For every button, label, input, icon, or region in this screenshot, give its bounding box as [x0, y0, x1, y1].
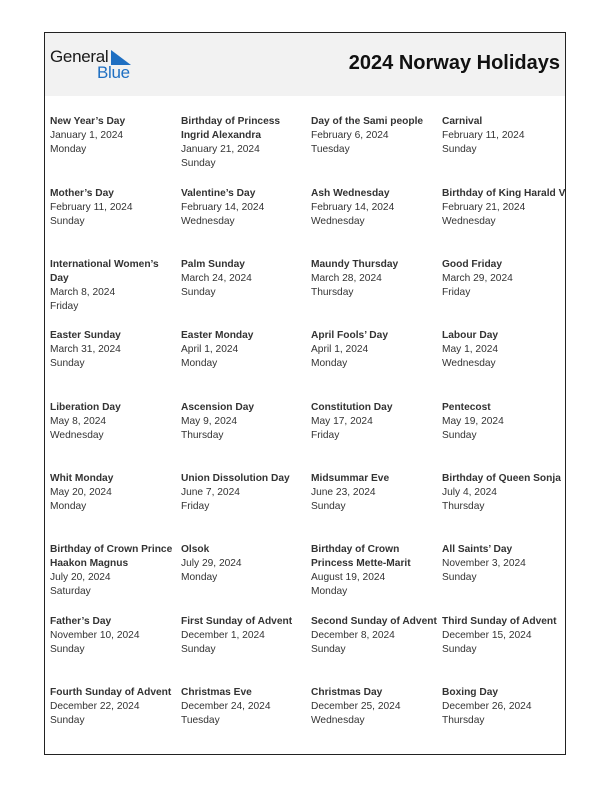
- holiday-day: Thursday: [442, 715, 485, 726]
- holiday-day: Thursday: [311, 287, 354, 298]
- holiday-day: Sunday: [50, 358, 85, 369]
- holiday-day: Sunday: [181, 287, 216, 298]
- holiday-entry: [181, 187, 309, 229]
- holiday-name: Liberation Day: [50, 402, 121, 413]
- holiday-entry: [50, 543, 178, 599]
- holiday-date: December 8, 2024: [311, 630, 395, 641]
- holiday-date: November 3, 2024: [442, 558, 526, 569]
- holiday-date: March 8, 2024: [50, 287, 116, 298]
- holiday-entry: [181, 686, 309, 728]
- holiday-entry: [50, 472, 178, 514]
- holiday-entry: [50, 401, 178, 443]
- holiday-entry: [442, 615, 570, 657]
- holiday-name: Day of the Sami people: [311, 116, 424, 127]
- holiday-date: February 14, 2024: [311, 202, 395, 213]
- holiday-date: November 10, 2024: [50, 630, 140, 641]
- holiday-day: Sunday: [181, 158, 216, 169]
- holiday-day: Friday: [50, 301, 79, 312]
- holiday-name: Fourth Sunday of Advent: [50, 687, 172, 698]
- holiday-name: All Saints’ Day: [442, 544, 513, 555]
- holiday-date: February 6, 2024: [311, 130, 389, 141]
- holiday-name: Birthday of King Harald V: [442, 188, 566, 199]
- holiday-date: February 14, 2024: [181, 202, 265, 213]
- holiday-name: Union Dissolution Day: [181, 473, 290, 484]
- holiday-entry: [50, 686, 178, 728]
- holiday-day: Tuesday: [311, 144, 350, 155]
- holiday-name: Birthday of Queen Sonja: [442, 473, 561, 484]
- holiday-name: Ash Wednesday: [311, 188, 390, 199]
- holiday-entry: [311, 615, 439, 657]
- calendar-page: [44, 32, 566, 755]
- holiday-entry: [311, 543, 439, 599]
- holiday-entry: [442, 258, 570, 300]
- holiday-name: Carnival: [442, 116, 483, 127]
- holiday-day: Friday: [181, 501, 210, 512]
- holiday-name: Boxing Day: [442, 687, 499, 698]
- holiday-name: Birthday of Princess Ingrid Alexandra: [181, 116, 281, 141]
- holiday-entry: [311, 115, 439, 157]
- holiday-day: Monday: [50, 501, 87, 512]
- holiday-date: March 28, 2024: [311, 273, 382, 284]
- holiday-date: June 7, 2024: [181, 487, 240, 498]
- holiday-day: Sunday: [442, 572, 477, 583]
- holiday-day: Wednesday: [181, 216, 235, 227]
- holiday-date: August 19, 2024: [311, 572, 386, 583]
- holiday-date: December 15, 2024: [442, 630, 532, 641]
- holiday-entry: [442, 401, 570, 443]
- holiday-name: Birthday of Crown Prince Haakon Magnus: [50, 544, 173, 569]
- holiday-entry: [442, 329, 570, 371]
- holiday-entry: [50, 258, 178, 314]
- holiday-name: Good Friday: [442, 259, 502, 270]
- holiday-entry: [181, 615, 309, 657]
- holiday-name: Birthday of Crown Princess Mette-Marit: [311, 544, 411, 569]
- holiday-name: Mother’s Day: [50, 188, 114, 199]
- holiday-name: Third Sunday of Advent: [442, 616, 557, 627]
- holiday-entry: [442, 187, 570, 229]
- holiday-entry: [442, 115, 570, 157]
- holiday-date: June 23, 2024: [311, 487, 376, 498]
- holiday-name: Christmas Eve: [181, 687, 252, 698]
- holiday-entry: [311, 686, 439, 728]
- holiday-day: Monday: [181, 358, 218, 369]
- holiday-name: First Sunday of Advent: [181, 616, 293, 627]
- holiday-date: March 29, 2024: [442, 273, 513, 284]
- holiday-entry: [181, 258, 309, 300]
- holiday-entry: [50, 187, 178, 229]
- page-title: 2024 Norway Holidays: [348, 52, 560, 74]
- holiday-day: Sunday: [50, 644, 85, 655]
- holiday-day: Friday: [311, 430, 340, 441]
- holiday-day: Wednesday: [311, 715, 365, 726]
- holiday-date: December 1, 2024: [181, 630, 265, 641]
- holiday-name: Palm Sunday: [181, 259, 245, 270]
- holiday-name: Constitution Day: [311, 402, 393, 413]
- holiday-date: February 21, 2024: [442, 202, 526, 213]
- holiday-date: December 22, 2024: [50, 701, 140, 712]
- holiday-date: May 9, 2024: [181, 416, 238, 427]
- holiday-date: May 1, 2024: [442, 344, 499, 355]
- logo-text-general: General: [50, 47, 109, 66]
- holiday-day: Wednesday: [442, 358, 496, 369]
- holiday-name: New Year’s Day: [50, 116, 126, 127]
- holiday-day: Thursday: [442, 501, 485, 512]
- holiday-date: March 31, 2024: [50, 344, 121, 355]
- holiday-entry: [181, 329, 309, 371]
- holiday-date: December 26, 2024: [442, 701, 532, 712]
- holiday-date: February 11, 2024: [442, 130, 525, 141]
- holiday-entry: [311, 472, 439, 514]
- holiday-day: Monday: [181, 572, 218, 583]
- holiday-entry: [50, 615, 178, 657]
- holiday-name: Whit Monday: [50, 473, 114, 484]
- holiday-day: Sunday: [50, 216, 85, 227]
- holiday-day: Sunday: [50, 715, 85, 726]
- holiday-name: Midsummar Eve: [311, 473, 390, 484]
- holiday-name: Easter Monday: [181, 330, 254, 341]
- holiday-entry: [311, 187, 439, 229]
- holiday-day: Monday: [311, 586, 348, 597]
- holiday-name: Pentecost: [442, 402, 491, 413]
- holiday-entry: [50, 329, 178, 371]
- holiday-date: July 29, 2024: [181, 558, 242, 569]
- holiday-date: December 24, 2024: [181, 701, 271, 712]
- holiday-day: Sunday: [311, 501, 346, 512]
- holiday-day: Sunday: [442, 430, 477, 441]
- holiday-name: Valentine’s Day: [181, 188, 256, 199]
- holiday-day: Monday: [50, 144, 87, 155]
- holiday-entry: [181, 472, 309, 514]
- logo-text-blue: Blue: [97, 63, 130, 82]
- holiday-name: Maundy Thursday: [311, 259, 399, 270]
- holiday-date: May 8, 2024: [50, 416, 107, 427]
- holiday-day: Monday: [311, 358, 348, 369]
- holiday-entry: [181, 543, 309, 585]
- holiday-day: Wednesday: [311, 216, 365, 227]
- holiday-name: Second Sunday of Advent: [311, 616, 437, 627]
- holiday-entry: [442, 472, 570, 514]
- holiday-day: Sunday: [442, 644, 477, 655]
- holiday-date: February 11, 2024: [50, 202, 133, 213]
- holiday-day: Wednesday: [50, 430, 104, 441]
- holiday-entry: [181, 401, 309, 443]
- holiday-day: Thursday: [181, 430, 224, 441]
- holiday-day: Sunday: [442, 144, 477, 155]
- holiday-entry: [311, 401, 439, 443]
- holiday-date: March 24, 2024: [181, 273, 252, 284]
- holiday-name: Ascension Day: [181, 402, 255, 413]
- holiday-date: July 20, 2024: [50, 572, 111, 583]
- holiday-entry: [311, 258, 439, 300]
- holiday-name: Father’s Day: [50, 616, 112, 627]
- holiday-date: April 1, 2024: [181, 344, 239, 355]
- holiday-name: April Fools’ Day: [311, 330, 388, 341]
- holiday-name: Olsok: [181, 544, 210, 555]
- holiday-date: April 1, 2024: [311, 344, 369, 355]
- header-bar: [45, 33, 565, 96]
- holiday-day: Friday: [442, 287, 471, 298]
- holiday-entry: [311, 329, 439, 371]
- holiday-day: Tuesday: [181, 715, 220, 726]
- generalblue-logo: [50, 47, 140, 83]
- holiday-date: May 20, 2024: [50, 487, 112, 498]
- holiday-entry: [442, 686, 570, 728]
- holiday-date: May 19, 2024: [442, 416, 504, 427]
- holiday-name: International Women’s Day: [50, 259, 159, 284]
- holiday-date: January 21, 2024: [181, 144, 260, 155]
- holiday-date: July 4, 2024: [442, 487, 497, 498]
- holiday-name: Easter Sunday: [50, 330, 121, 341]
- holiday-day: Sunday: [181, 644, 216, 655]
- holiday-name: Christmas Day: [311, 687, 383, 698]
- holiday-day: Saturday: [50, 586, 91, 597]
- holiday-entry: [50, 115, 178, 157]
- holiday-name: Labour Day: [442, 330, 499, 341]
- holiday-day: Wednesday: [442, 216, 496, 227]
- holiday-date: December 25, 2024: [311, 701, 401, 712]
- holiday-date: January 1, 2024: [50, 130, 124, 141]
- holiday-entry: [442, 543, 570, 585]
- holiday-day: Sunday: [311, 644, 346, 655]
- holiday-entry: [181, 115, 309, 171]
- holiday-date: May 17, 2024: [311, 416, 373, 427]
